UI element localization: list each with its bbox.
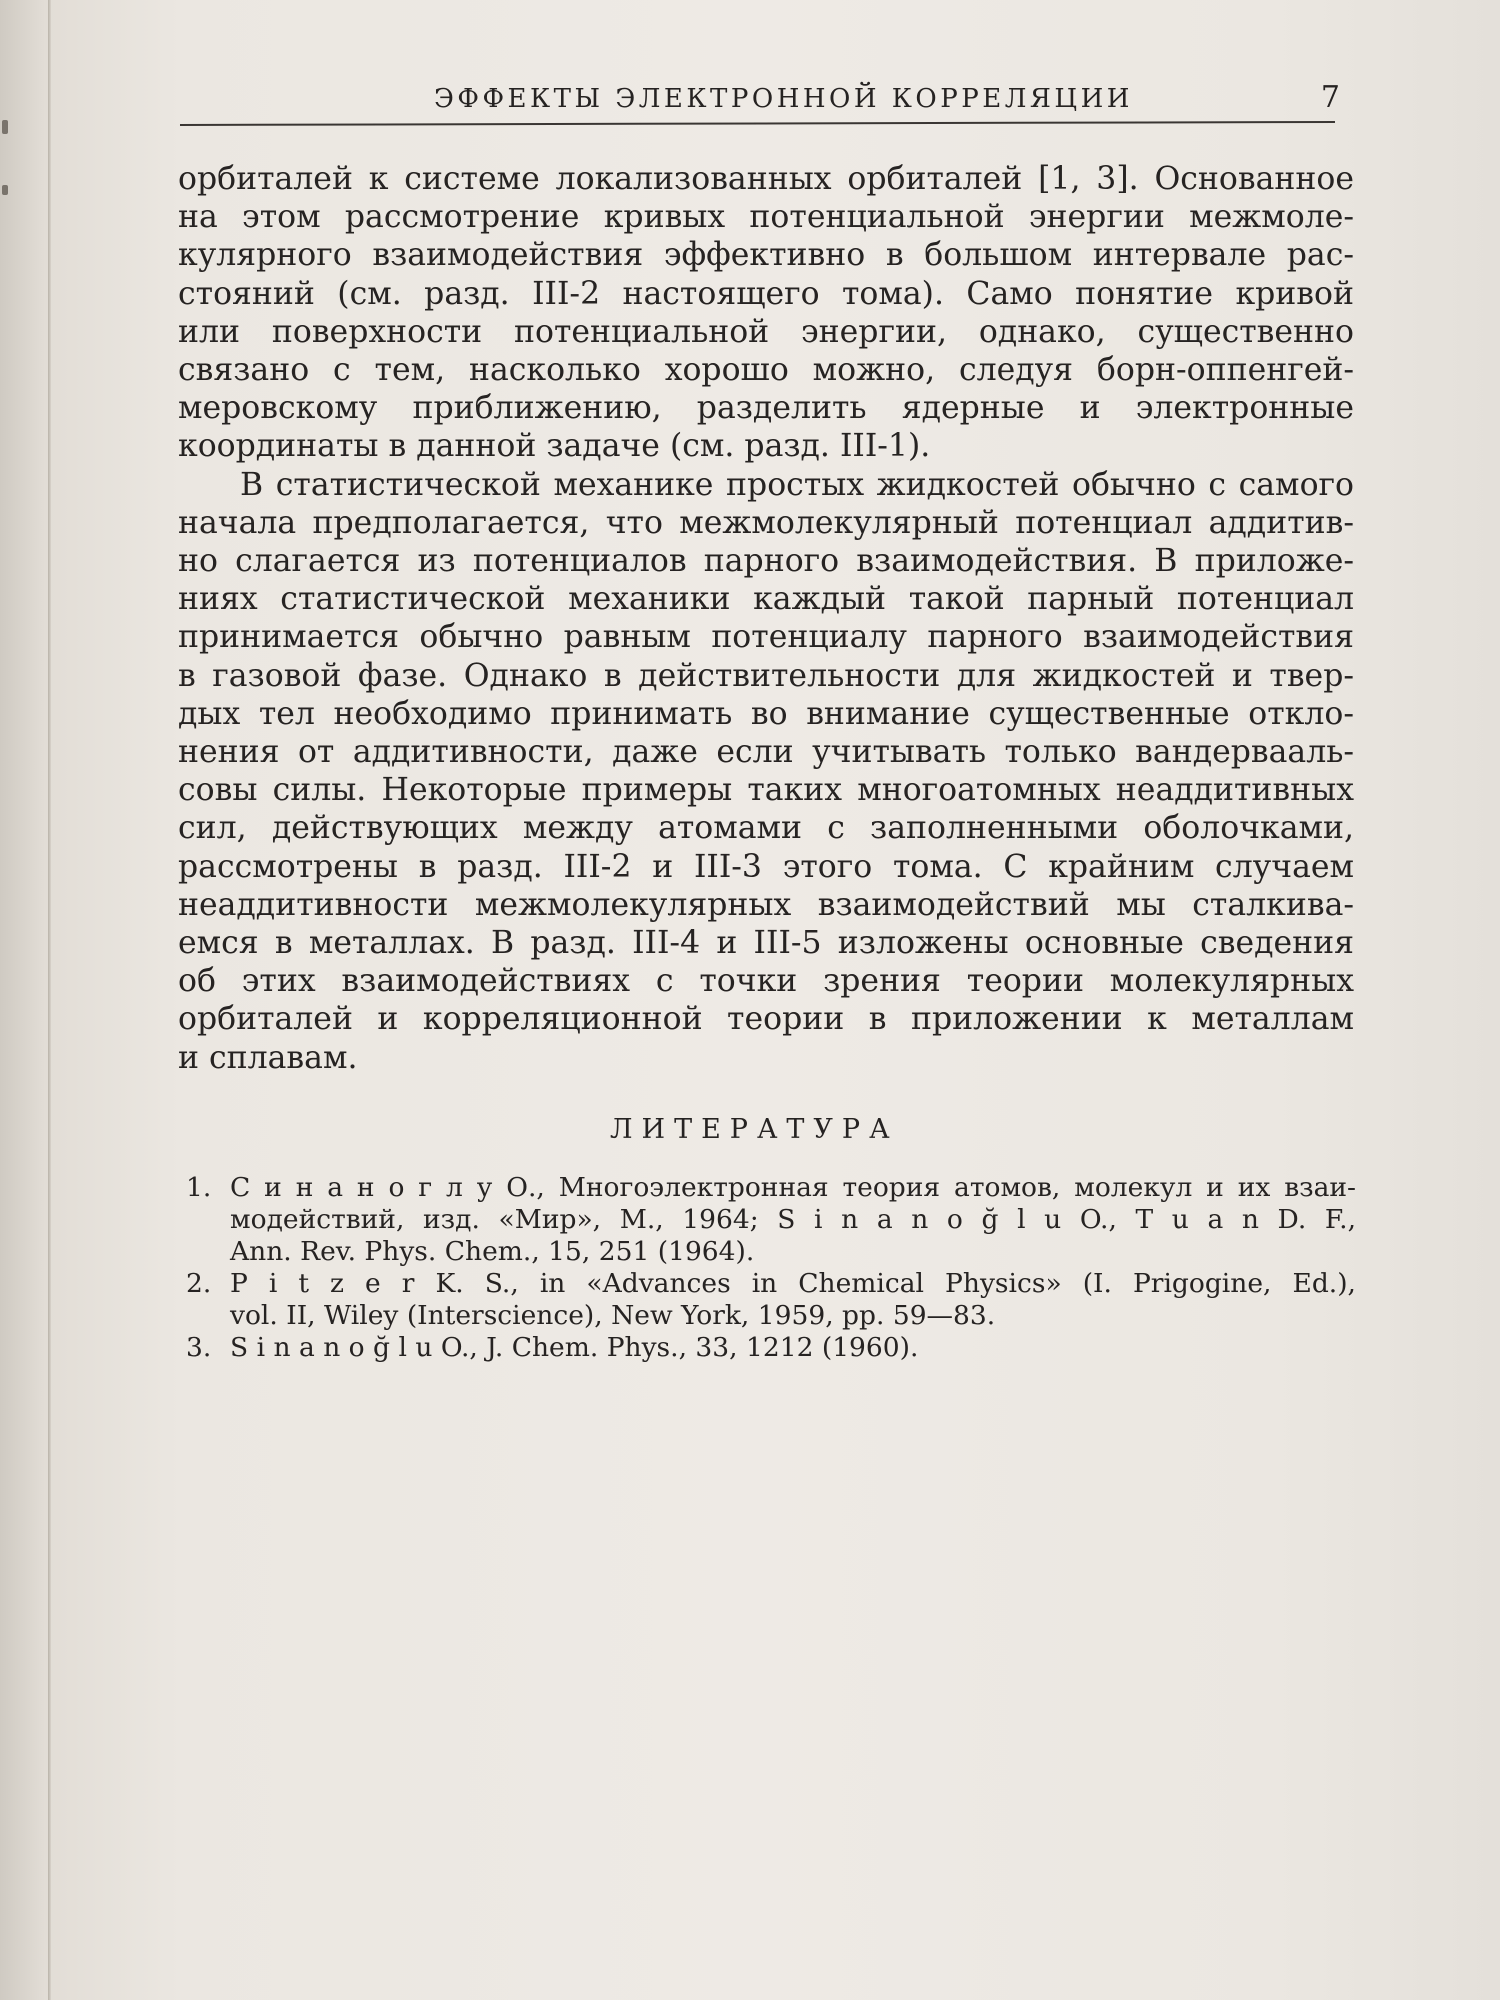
reference-list <box>186 1172 1356 1364</box>
reference-line: С и н а н о г л у О., Многоэлектронная теория атомов, молекул и их взаи- <box>230 1172 1356 1203</box>
reference-line: P i t z e r K. S., in «Advances in Chemical Physics» (I. Prigogine, Ed.), <box>230 1268 1356 1299</box>
reference-number: 3. <box>186 1332 212 1363</box>
reference-number: 2. <box>186 1268 212 1299</box>
text-line: орбиталей и корреляционной теории в приложении к металлам <box>178 1001 1354 1038</box>
text-line: об этих взаимодействиях с точки зрения теории молекулярных <box>178 963 1354 1000</box>
reference-line: Ann. Rev. Phys. Chem., 15, 251 (1964). <box>230 1236 755 1267</box>
text-line: и сплавам. <box>178 1039 358 1076</box>
text-line: емся в металлах. В разд. III-4 и III-5 изложены основные сведения <box>178 925 1354 962</box>
text-line: ниях статистической механики каждый такой парный потенциал <box>178 581 1354 618</box>
text-line: В статистической механике простых жидкостей обычно с самого <box>240 466 1354 503</box>
text-line: нения от аддитивности, даже если учитывать только вандервааль- <box>178 734 1354 771</box>
reference-line: vol. II, Wiley (Interscience), New York, 1959, pp. 59—83. <box>230 1300 996 1331</box>
text-line: рассмотрены в разд. III-2 и III-3 этого тома. С крайним случаем <box>178 848 1354 885</box>
body-text <box>178 160 1354 1077</box>
text-line: начала предполагается, что межмолекулярный потенциал аддитив- <box>178 504 1354 541</box>
text-line: в газовой фазе. Однако в действительности для жидкостей и твер- <box>178 657 1354 694</box>
text-line: связано с тем, насколько хорошо можно, следуя борн-оппенгей- <box>178 352 1354 389</box>
text-line: дых тел необходимо принимать во внимание существенные откло- <box>178 695 1354 732</box>
running-header <box>180 78 1340 122</box>
text-line: на этом рассмотрение кривых потенциальной энергии межмоле- <box>178 199 1354 236</box>
text-line: меровскому приближению, разделить ядерные и электронные <box>178 390 1354 427</box>
text-line: орбиталей к системе локализованных орбиталей [1, 3]. Основанное <box>178 161 1354 197</box>
edge-mark <box>2 185 8 195</box>
text-line: неаддитивности межмолекулярных взаимодействий мы сталкива- <box>178 886 1354 923</box>
text-line: или поверхности потенциальной энергии, однако, существенно <box>178 313 1354 350</box>
text-line: сил, действующих между атомами с заполненными оболочками, <box>178 810 1354 847</box>
reference-item <box>186 1172 1356 1268</box>
reference-item <box>186 1268 1356 1332</box>
text-line: совы силы. Некоторые примеры таких многоатомных неаддитивных <box>178 772 1354 809</box>
text-line: принимается обычно равным потенциалу парного взаимодействия <box>178 619 1354 656</box>
page-number: 7 <box>1320 80 1340 115</box>
text-line: но слагается из потенциалов парного взаимодействия. В приложе- <box>178 543 1354 580</box>
binding-edge <box>48 0 51 2000</box>
reference-item <box>186 1332 1356 1364</box>
reference-line: S i n a n o ğ l u O., J. Chem. Phys., 33, 1212 (1960). <box>230 1332 919 1363</box>
reference-line: модействий, изд. «Мир», М., 1964; S i n a n o ğ l u O., T u a n D. F., <box>230 1204 1356 1235</box>
edge-mark <box>2 120 8 134</box>
text-line: кулярного взаимодействия эффективно в большом интервале рас- <box>178 237 1354 274</box>
reference-number: 1. <box>186 1172 212 1203</box>
text-line: стояний (см. разд. III-2 настоящего тома). Само понятие кривой <box>178 275 1354 312</box>
text-line: координаты в данной задаче (см. разд. III-1). <box>178 428 931 465</box>
running-title: ЭФФЕКТЫ ЭЛЕКТРОННОЙ КОРРЕЛЯЦИИ <box>434 84 1133 114</box>
literature-heading: ЛИТЕРАТУРА <box>610 1114 899 1145</box>
